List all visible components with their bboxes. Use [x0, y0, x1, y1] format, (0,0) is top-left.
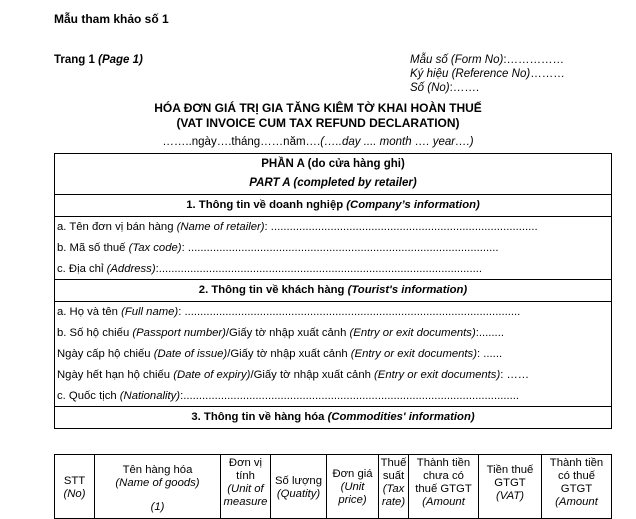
section-2-title-en: (Tourist's information) [347, 284, 468, 296]
column-header-quantity: Số lượng (Quatity) [271, 455, 327, 519]
date-line-en: (…..day .... month …. year….) [320, 136, 474, 148]
tax-code-field[interactable] [55, 238, 611, 259]
field-dots: : ................................................................................................... [181, 242, 499, 254]
field-label: a. Tên đơn vị bán hàng [57, 221, 174, 233]
field-label-en2: (Entry or exit documents) [350, 348, 477, 360]
field-dots: : ...... [476, 348, 503, 360]
part-a-header [55, 154, 611, 195]
form-no-field [410, 54, 564, 66]
field-label-en: (Tax code) [128, 242, 182, 254]
form-no-dots: :…………… [503, 54, 565, 66]
column-header-vat: Tiền thuế GTGT (VAT) [479, 455, 542, 519]
page-label-en: (Page 1) [98, 54, 143, 66]
column-header-tax-rate: Thuế suất (Tax rate) [379, 455, 409, 519]
title-vietnamese: HÓA ĐƠN GIÁ TRỊ GIA TĂNG KIÊM TỜ KHAI HOÀN THUẾ [154, 101, 482, 115]
column-header-unit-price: Đơn giá (Unit price) [327, 455, 379, 519]
full-name-field[interactable] [55, 302, 611, 323]
field-label: Ngày hết hạn hộ chiếu [57, 369, 171, 381]
document-no-label: Số [410, 82, 425, 94]
field-label-en: (Full name) [121, 306, 179, 318]
section-2-header [55, 279, 611, 302]
form-no-label-en: (Form No) [450, 54, 504, 66]
field-label-en: (Passport number) [132, 327, 226, 339]
retailer-name-field[interactable] [55, 217, 611, 238]
field-dots: : ........................................................................................................... [178, 306, 521, 318]
page-label: Trang 1 [54, 54, 95, 66]
field-label: c. Quốc tịch [57, 390, 117, 402]
document-no-label-en: (No) [427, 82, 450, 94]
title-english: (VAT INVOICE CUM TAX REFUND DECLARATION) [176, 116, 460, 130]
field-label-en: (Date of issue) [153, 348, 228, 360]
passport-number-field[interactable] [55, 323, 611, 344]
field-label: Ngày cấp hộ chiếu [57, 348, 151, 360]
column-header-amount-before-vat: Thành tiền chưa có thuế GTGT (Amount [409, 455, 479, 519]
goods-table-header-row [55, 455, 612, 519]
field-label-mid: /Giấy tờ nhập xuất cảnh [225, 327, 347, 339]
field-label-en: (Nationality) [119, 390, 181, 402]
field-dots: :........ [475, 327, 504, 339]
section-1-fields [55, 217, 611, 279]
field-label-mid: /Giấy tờ nhập xuất cảnh [227, 348, 348, 360]
field-label: b. Mã số thuế [57, 242, 126, 254]
address-field[interactable] [55, 259, 611, 279]
field-dots: : …… [500, 369, 530, 381]
field-label-en: (Name of retailer) [176, 221, 265, 233]
document-no-dots: :……. [449, 82, 480, 94]
form-reference-label: Mẫu tham khảo số 1 [54, 12, 169, 26]
field-label-mid: /Giấy tờ nhập xuất cảnh [250, 369, 371, 381]
reference-no-label-en: (Reference No) [451, 68, 531, 80]
column-header-goods-name: Tên hàng hóa (Name of goods) (1) [95, 455, 221, 519]
field-label-en: (Address) [106, 263, 156, 275]
section-1-title-en: (Company’s information) [346, 199, 480, 211]
field-label: b. Số hộ chiếu [57, 327, 130, 339]
section-3-title-en: (Commodities' information) [327, 411, 475, 423]
field-dots: :....................................................................................................... [155, 263, 482, 275]
date-of-issue-field[interactable] [55, 344, 611, 365]
reference-no-dots: ……… [530, 68, 565, 80]
column-header-amount-with-vat: Thành tiền có thuế GTGT (Amount [542, 455, 612, 519]
column-header-unit: Đơn vị tính (Unit of measure [221, 455, 271, 519]
nationality-field[interactable] [55, 386, 611, 406]
reference-no-label: Ký hiệu [410, 68, 449, 80]
section-3-title: 3. Thông tin về hàng hóa [191, 411, 325, 423]
field-label: c. Địa chỉ [57, 263, 104, 275]
part-a-title-en: PART A (completed by retailer) [249, 177, 417, 189]
form-no-label: Mẫu số [410, 54, 448, 66]
section-2-title: 2. Thông tin về khách hàng [198, 284, 345, 296]
date-of-expiry-field[interactable] [55, 365, 611, 386]
section-1-title: 1. Thông tin về doanh nghiệp [186, 199, 344, 211]
column-header-no: STT (No) [55, 455, 95, 519]
reference-no-field [410, 68, 565, 80]
section-3-header [55, 406, 611, 429]
form-box [54, 153, 612, 429]
field-dots: :........................................................................................................... [180, 390, 520, 402]
field-label-en2: (Entry or exit documents) [374, 369, 501, 381]
document-no-field [410, 82, 479, 94]
field-label-en2: (Entry or exit documents) [349, 327, 476, 339]
date-line [0, 136, 636, 148]
section-2-fields [55, 302, 611, 406]
field-dots: : ..................................................................................... [264, 221, 538, 233]
field-label-en: (Date of expiry) [173, 369, 251, 381]
part-a-title: PHẦN A (do cửa hàng ghi) [261, 158, 405, 170]
field-label: a. Họ và tên [57, 306, 118, 318]
date-line-vi: ……..ngày….tháng……năm…. [162, 136, 321, 148]
goods-table [54, 454, 612, 519]
page-indicator [54, 54, 143, 66]
section-1-header [55, 195, 611, 217]
